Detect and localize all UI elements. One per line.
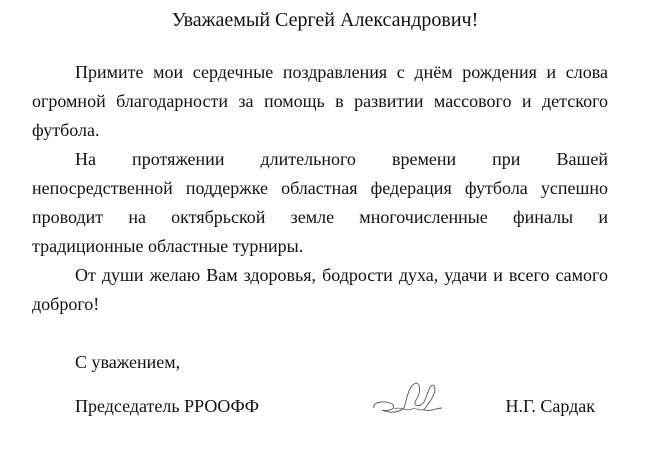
signer-name: Н.Г. Сардак: [505, 396, 595, 416]
text-line: От души желаю Вам здоровья, бодрости духа, удачи и всего самого: [75, 265, 608, 285]
paragraph-1: [32, 58, 608, 145]
signature-row: [75, 392, 595, 421]
text-line: футбола.: [32, 120, 100, 140]
signer-position: Председатель РРООФФ: [75, 396, 259, 416]
text-line: Примите мои сердечные поздравления с днём рождения и слова: [75, 62, 608, 82]
text-line: огромной благодарности за помощь в развитии массового и детского: [32, 91, 608, 111]
text-line: доброго!: [32, 294, 100, 314]
paragraph-2: [32, 145, 608, 261]
letter-salutation: Уважаемый Сергей Александрович!: [171, 9, 479, 31]
text-line: На протяжении длительного времени при Вашей: [75, 149, 608, 169]
text-line: традиционные областные турниры.: [32, 236, 304, 256]
letter-body: [32, 58, 608, 319]
text-line: проводит на октябрьской земле многочисленные финалы и: [32, 207, 608, 227]
handwritten-signature: [370, 378, 445, 418]
closing: С уважением,: [75, 352, 181, 372]
paragraph-3: [32, 261, 608, 319]
text-line: непосредственной поддержке областная федерация футбола успешно: [32, 178, 608, 198]
